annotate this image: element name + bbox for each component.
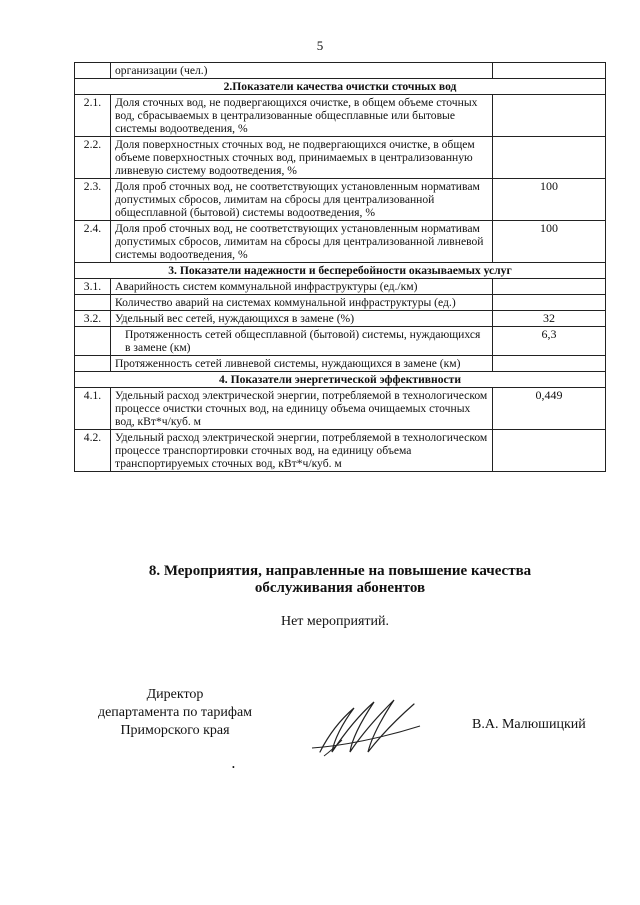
- table-row: [75, 430, 606, 472]
- row-text: [111, 327, 493, 356]
- row-number: 3.1.: [75, 279, 111, 295]
- no-measures-text: Нет мероприятий.: [280, 614, 390, 629]
- indicators-table: [74, 62, 606, 472]
- row-value: [493, 356, 606, 372]
- table-row: [75, 311, 606, 327]
- section-header-row: [75, 263, 606, 279]
- director-title: [90, 686, 260, 740]
- table-row: [75, 63, 606, 79]
- row-text: Удельный расход электрической энергии, потребляемой в технологическом процессе очистки сточных вод, на единицу объема очищаемых сточных вод, кВт*ч/куб. м: [111, 388, 493, 430]
- section-title: 3. Показатели надежности и бесперебойности оказываемых услуг: [75, 263, 606, 279]
- row-number: 2.4.: [75, 221, 111, 263]
- row-number: 3.2.: [75, 311, 111, 327]
- row-number: 2.2.: [75, 137, 111, 179]
- row-text: Протяженность сетей ливневой системы, нуждающихся в замене (км): [111, 356, 493, 372]
- scan-speck: •: [232, 763, 235, 772]
- row-text: Доля проб сточных вод, не соответствующих установленным нормативам допустимых сбросов, лимитам на сбросы для централизованной ливневой системы водоотведения, %: [111, 221, 493, 263]
- row-number: 2.1.: [75, 95, 111, 137]
- table-row: [75, 95, 606, 137]
- row-value: 6,3: [493, 327, 606, 356]
- row-number: 2.3.: [75, 179, 111, 221]
- row-value: [493, 279, 606, 295]
- table-row: [75, 221, 606, 263]
- director-title-line1: Директор: [146, 687, 204, 702]
- director-title-line3: Приморского края: [120, 723, 230, 738]
- row-value: [493, 63, 606, 79]
- row-value: [493, 430, 606, 472]
- row-value: 100: [493, 179, 606, 221]
- row-value: 32: [493, 311, 606, 327]
- row-value: [493, 95, 606, 137]
- table-row: [75, 295, 606, 311]
- row-number: 4.1.: [75, 388, 111, 430]
- director-title-line2: департамента по тарифам: [97, 705, 253, 720]
- row-number: 4.2.: [75, 430, 111, 472]
- table-row: [75, 179, 606, 221]
- row-number: [75, 327, 111, 356]
- section-8-heading-line2: обслуживания абонентов: [254, 580, 426, 596]
- row-value: 0,449: [493, 388, 606, 430]
- section-8-heading: [60, 563, 620, 597]
- row-text: Удельный расход электрической энергии, потребляемой в технологическом процессе транспортировки сточных вод, на единицу объема транспортируемых сточных вод, кВт*ч/куб. м: [111, 430, 493, 472]
- row-text: организации (чел.): [111, 63, 493, 79]
- row-text: Доля сточных вод, не подвергающихся очистке, в общем объеме сточных вод, сбрасываемых в централизованные общесплавные или бытовые системы водоотведения, %: [111, 95, 493, 137]
- row-text: Доля поверхностных сточных вод, не подвергающихся очистке, в общем объеме поверхностных сточных вод, принимаемых в централизованную ливневую систему водоотведения, %: [111, 137, 493, 179]
- signer-name: В.А. Малюшицкий: [472, 717, 586, 732]
- row-number: [75, 356, 111, 372]
- handwritten-signature-icon: [302, 690, 432, 765]
- table-row: [75, 327, 606, 356]
- section-header-row: [75, 79, 606, 95]
- row-text: Количество аварий на системах коммунальной инфраструктуры (ед.): [111, 295, 493, 311]
- table-row: [75, 356, 606, 372]
- row-text: Аварийность систем коммунальной инфраструктуры (ед./км): [111, 279, 493, 295]
- row-text: Удельный вес сетей, нуждающихся в замене (%): [111, 311, 493, 327]
- row-value: [493, 295, 606, 311]
- row-text-indented: Протяженность сетей общесплавной (бытовой) системы, нуждающихся в замене (км): [125, 328, 481, 354]
- row-number: [75, 63, 111, 79]
- section-8-heading-line1: 8. Мероприятия, направленные на повышение качества: [148, 563, 532, 579]
- table-row: [75, 388, 606, 430]
- row-number: [75, 295, 111, 311]
- section-title: 2.Показатели качества очистки сточных вод: [75, 79, 606, 95]
- table-row: [75, 279, 606, 295]
- table-row: [75, 137, 606, 179]
- section-header-row: [75, 372, 606, 388]
- section-title: 4. Показатели энергетической эффективности: [75, 372, 606, 388]
- row-value: 100: [493, 221, 606, 263]
- row-text: Доля проб сточных вод, не соответствующих установленным нормативам допустимых сбросов, лимитам на сбросы для централизованной общесплавной (бытовой) системы водоотведения, %: [111, 179, 493, 221]
- page-number: 5: [316, 38, 324, 53]
- row-value: [493, 137, 606, 179]
